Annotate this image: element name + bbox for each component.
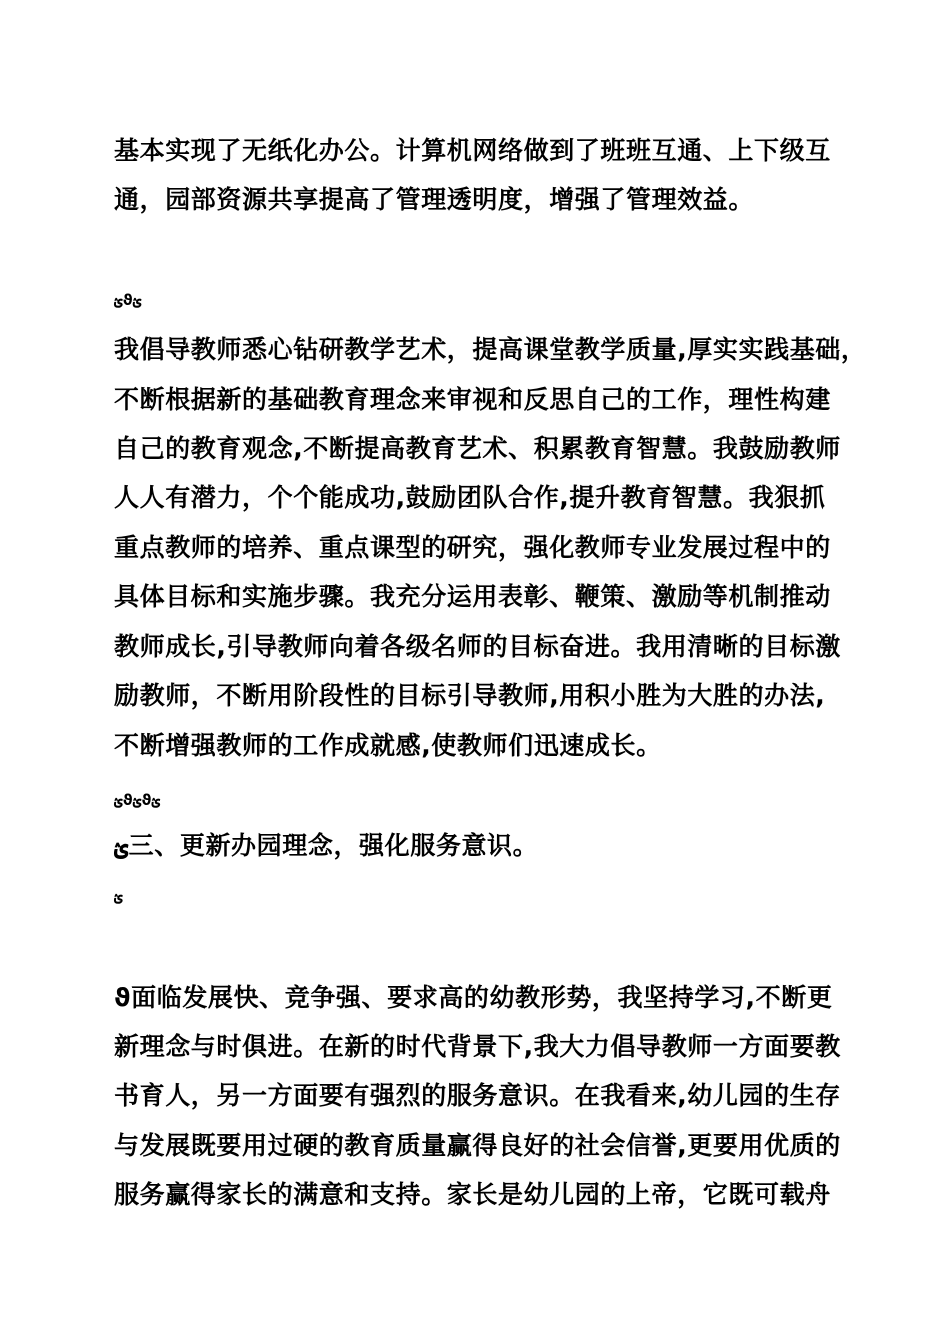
paragraph-2-line-3: 自己的教育观念,不断提高教育艺术、积累教育智慧。我鼓励教师 [114, 434, 841, 463]
paragraph-3-line-1: ϑ面临发展快、竞争强、要求高的幼教形势，我坚持学习,不断更 [114, 983, 833, 1012]
paragraph-2-line-7: 教师成长,引导教师向着各级名师的目标奋进。我用清晰的目标激 [114, 632, 841, 661]
garbled-marker-3: ؽ [114, 887, 123, 905]
paragraph-1-line-1: 基本实现了无纸化办公。计算机网络做到了班班互通、上下级互 [114, 136, 831, 165]
section-heading-3: ؽ三、更新办园理念，强化服务意识。 [114, 831, 539, 860]
garbled-marker-2: ؽϑؽϑؽ [114, 791, 161, 809]
paragraph-3-line-2: 新理念与时俱进。在新的时代背景下,我大力倡导教师一方面要教 [114, 1032, 841, 1061]
paragraph-2-line-9: 不断增强教师的工作成就感,使教师们迅速成长。 [114, 731, 662, 760]
paragraph-2-line-5: 重点教师的培养、重点课型的研究，强化教师专业发展过程中的 [114, 533, 831, 562]
paragraph-2-line-4: 人人有潜力，个个能成功,鼓励团队合作,提升教育智慧。我狠抓 [114, 483, 826, 512]
garbled-marker-1: ؽϑؽ [114, 291, 142, 309]
paragraph-2-line-8: 励教师，不断用阶段性的目标引导教师,用积小胜为大胜的办法, [114, 681, 826, 710]
paragraph-2-line-1: 我倡导教师悉心钻研教学艺术，提高课堂教学质量,厚实实践基础， [114, 335, 867, 364]
paragraph-2-line-2: 不断根据新的基础教育理念来审视和反思自己的工作，理性构建 [114, 385, 831, 414]
paragraph-1-line-2: 通，园部资源共享提高了管理透明度，增强了管理效益。 [114, 185, 755, 214]
paragraph-2-line-6: 具体目标和实施步骤。我充分运用表彰、鞭策、激励等机制推动 [114, 582, 831, 611]
paragraph-3-line-3: 书育人，另一方面要有强烈的服务意识。在我看来,幼儿园的生存 [114, 1081, 841, 1110]
paragraph-3-line-5: 服务赢得家长的满意和支持。家长是幼儿园的上帝，它既可载舟 [114, 1180, 831, 1209]
paragraph-3-line-4: 与发展既要用过硬的教育质量赢得良好的社会信誉,更要用优质的 [114, 1131, 841, 1160]
